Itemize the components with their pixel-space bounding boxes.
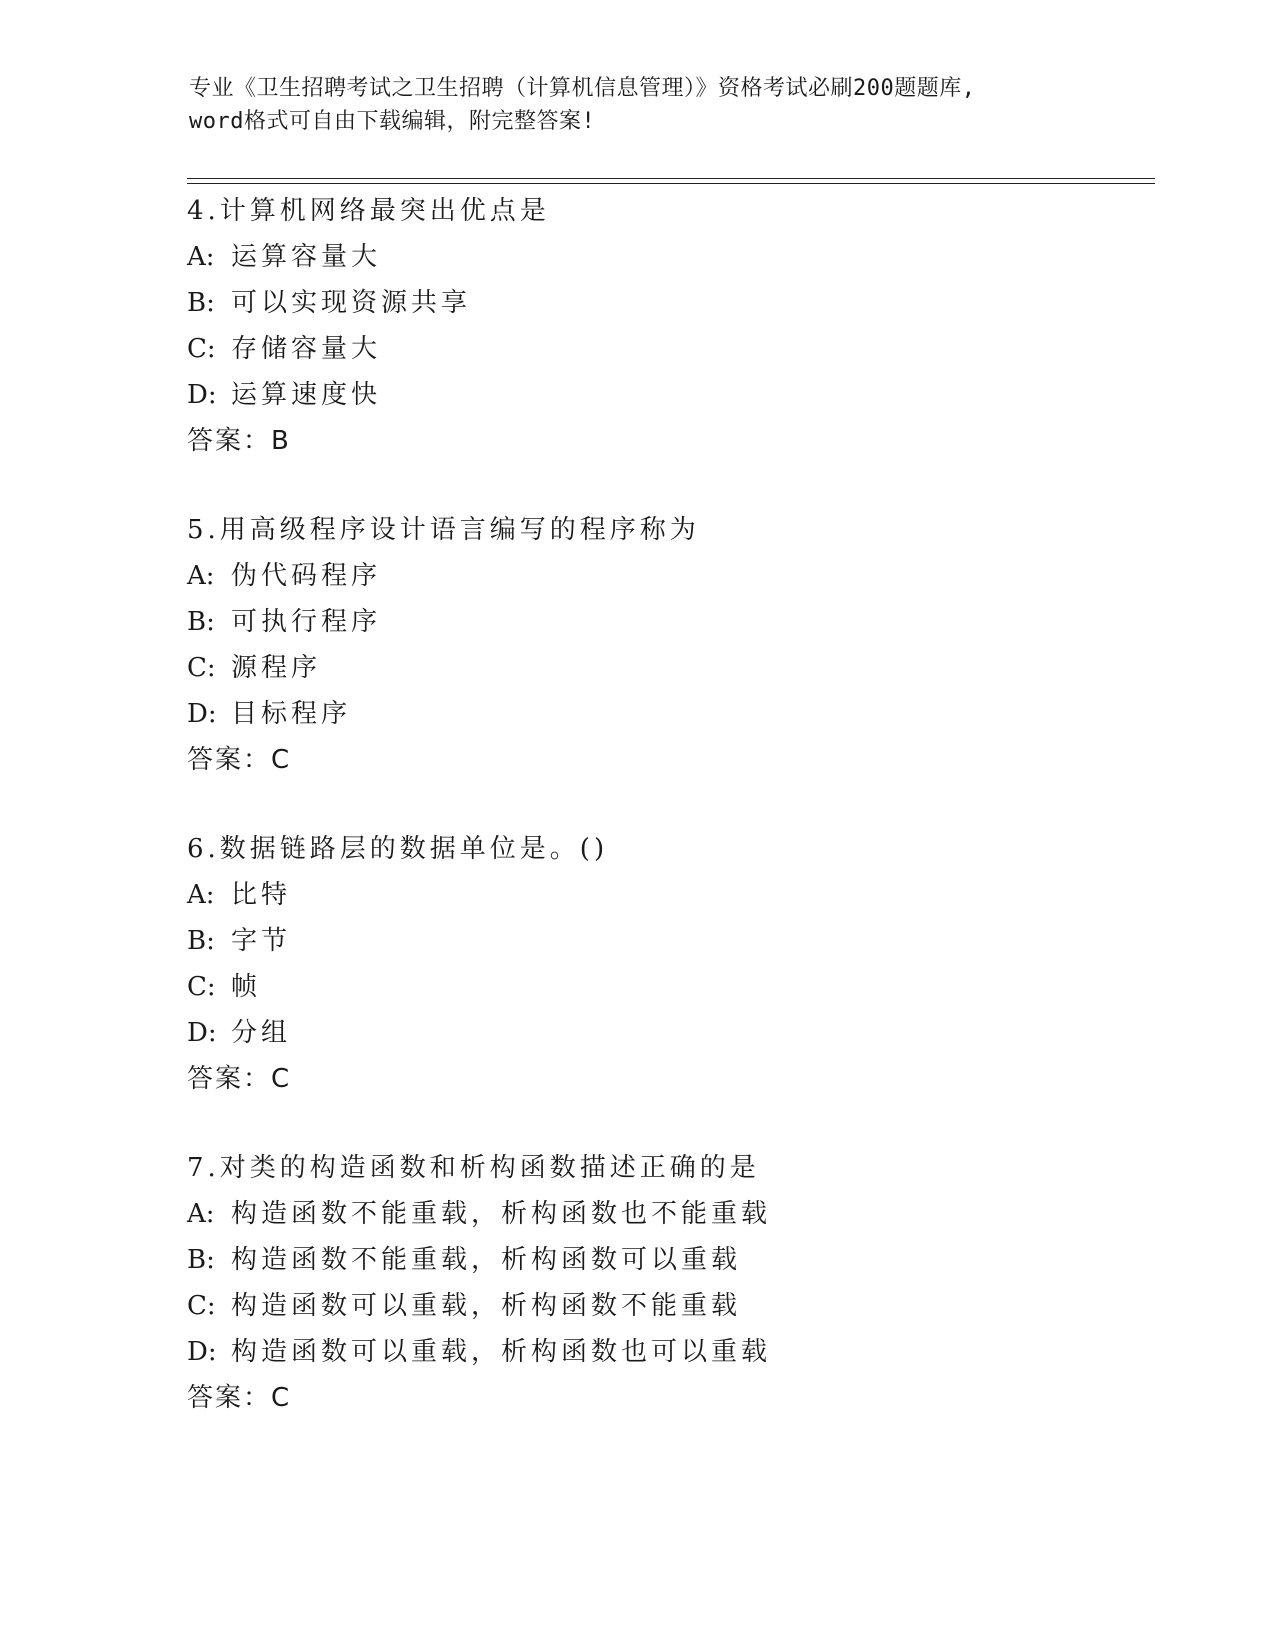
option-text: 伪代码程序: [231, 561, 382, 591]
option-key: D:: [187, 699, 217, 729]
option-d: [187, 1010, 1167, 1056]
option-text: 目标程序: [231, 699, 352, 729]
header-divider-top: [187, 178, 1155, 179]
option-text: 可执行程序: [231, 607, 382, 637]
question-block: [187, 1145, 1167, 1421]
option-a: [187, 872, 1167, 918]
option-b: [187, 918, 1167, 964]
option-text: 可以实现资源共享: [231, 288, 472, 318]
option-key: A:: [187, 561, 215, 591]
option-key: C:: [187, 1291, 216, 1321]
question-stem: 5.用高级程序设计语言编写的程序称为: [187, 515, 700, 545]
option-text: 运算容量大: [231, 242, 382, 272]
option-text: 帧: [231, 972, 262, 1002]
option-text: 构造函数可以重载，析构函数也可以重载: [231, 1337, 772, 1367]
option-d: [187, 691, 1167, 737]
document-header: [189, 72, 1089, 138]
option-text: 构造函数可以重载，析构函数不能重载: [231, 1291, 742, 1321]
question-stem: 4.计算机网络最突出优点是: [187, 196, 550, 226]
answer-line: 答案：B: [187, 426, 291, 456]
option-text: 比特: [231, 880, 292, 910]
option-a: [187, 234, 1167, 280]
answer-line: 答案：C: [187, 1064, 292, 1094]
header-divider-bottom: [187, 183, 1155, 184]
answer-line: 答案：C: [187, 745, 292, 775]
question-block: [187, 826, 1167, 1102]
option-key: C:: [187, 334, 216, 364]
option-text: 构造函数不能重载，析构函数也不能重载: [231, 1199, 772, 1229]
option-key: C:: [187, 653, 216, 683]
option-text: 源程序: [231, 653, 322, 683]
question-stem: 7.对类的构造函数和析构函数描述正确的是: [187, 1153, 760, 1183]
header-title-line: 专业《卫生招聘考试之卫生招聘（计算机信息管理）》资格考试必刷200题题库,: [189, 76, 976, 101]
option-text: 存储容量大: [231, 334, 382, 364]
option-key: C:: [187, 972, 216, 1002]
option-a: [187, 1191, 1167, 1237]
question-block: [187, 188, 1167, 464]
option-text: 字节: [231, 926, 292, 956]
option-c: [187, 1283, 1167, 1329]
option-key: D:: [187, 380, 217, 410]
question-block: [187, 507, 1167, 783]
option-a: [187, 553, 1167, 599]
answer-line: 答案：C: [187, 1383, 292, 1413]
option-text: 运算速度快: [231, 380, 382, 410]
option-c: [187, 645, 1167, 691]
option-c: [187, 326, 1167, 372]
option-key: A:: [187, 1199, 215, 1229]
option-key: B:: [187, 1245, 215, 1275]
option-text: 构造函数不能重载，析构函数可以重载: [231, 1245, 742, 1275]
header-subtitle-line: word格式可自由下载编辑，附完整答案!: [189, 109, 596, 134]
option-b: [187, 1237, 1167, 1283]
option-key: A:: [187, 242, 215, 272]
option-key: D:: [187, 1018, 217, 1048]
option-d: [187, 1329, 1167, 1375]
option-key: B:: [187, 926, 215, 956]
option-key: D:: [187, 1337, 217, 1367]
option-d: [187, 372, 1167, 418]
option-b: [187, 599, 1167, 645]
question-stem: 6.数据链路层的数据单位是。(): [187, 834, 609, 864]
option-c: [187, 964, 1167, 1010]
option-key: B:: [187, 607, 215, 637]
option-key: A:: [187, 880, 215, 910]
option-b: [187, 280, 1167, 326]
option-text: 分组: [231, 1018, 292, 1048]
option-key: B:: [187, 288, 215, 318]
